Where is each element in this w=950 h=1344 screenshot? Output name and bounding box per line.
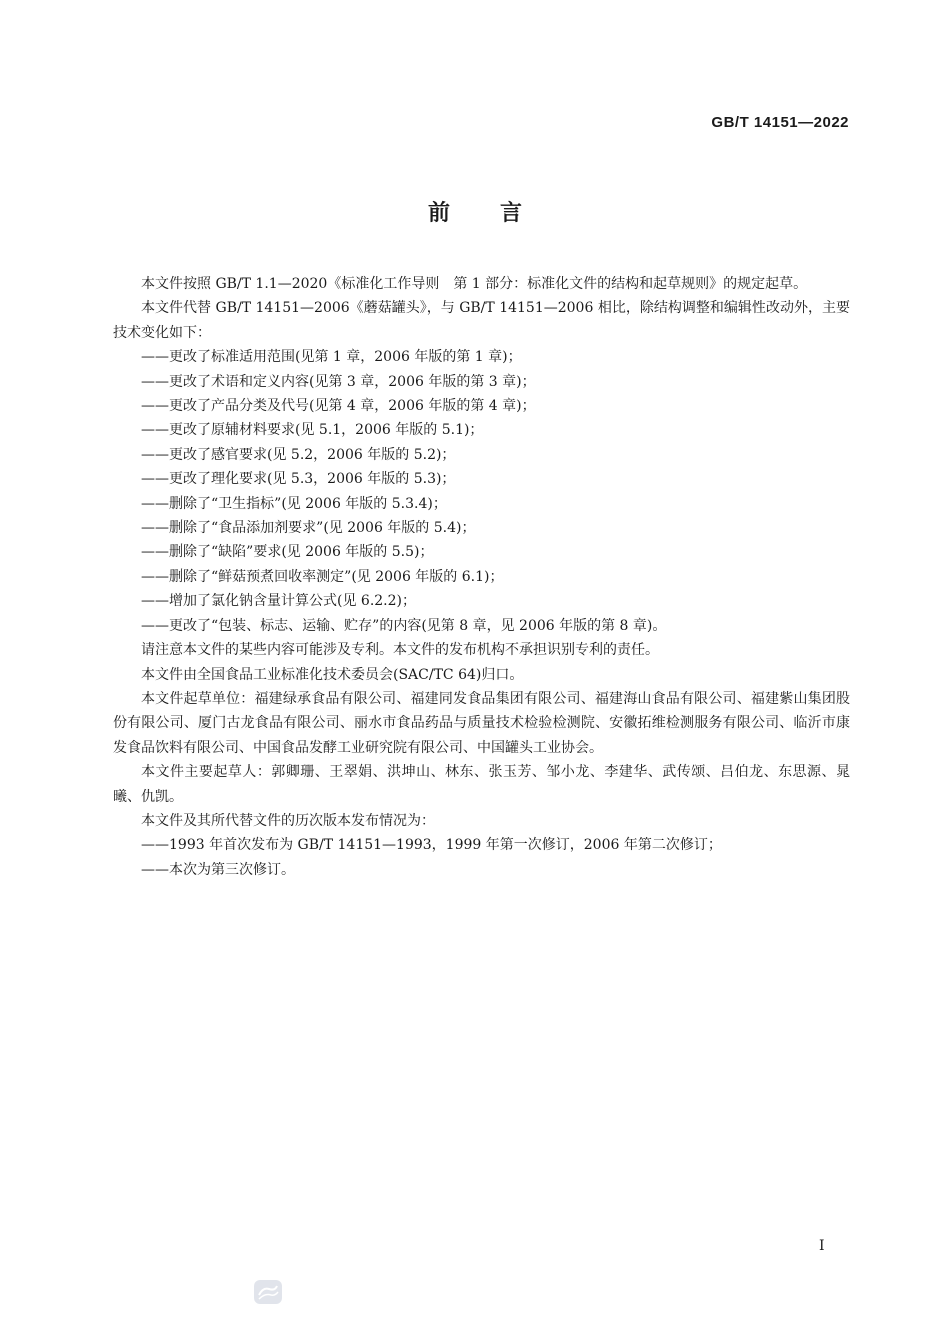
- list-item: ——删除了“鲜菇预煮回收率测定”(见 2006 年版的 6.1)；: [141, 568, 504, 585]
- list-item: ——增加了氯化钠含量计算公式(见 6.2.2)；: [141, 593, 416, 610]
- list-item: ——更改了理化要求(见 5.3，2006 年版的 5.3)；: [141, 471, 456, 488]
- list-item: ——更改了“包装、标志、运输、贮存”的内容(见第 8 章，见 2006 年版的第 8 章)。: [141, 617, 667, 634]
- sac-logo-icon: [253, 1279, 283, 1305]
- standard-code: GB/T 14151—2022: [711, 114, 849, 131]
- list-item: ——更改了术语和定义内容(见第 3 章，2006 年版的第 3 章)；: [141, 373, 536, 390]
- version-history-list: [113, 833, 850, 882]
- patent-notice: 请注意本文件的某些内容可能涉及专利。本文件的发布机构不承担识别专利的责任。: [141, 642, 659, 659]
- list-item: ——删除了“缺陷”要求(见 2006 年版的 5.5)；: [141, 544, 434, 561]
- list-item: ——更改了感官要求(见 5.2，2006 年版的 5.2)；: [141, 446, 456, 463]
- version-history-intro: 本文件及其所代替文件的历次版本发布情况为：: [141, 812, 435, 829]
- list-item: ——删除了“卫生指标”(见 2006 年版的 5.3.4)；: [141, 495, 447, 512]
- page-number: I: [819, 1238, 825, 1254]
- list-item: ——本次为第三次修订。: [141, 861, 295, 878]
- list-item: ——更改了标准适用范围(见第 1 章，2006 年版的第 1 章)；: [141, 349, 522, 366]
- list-item: ——更改了原辅材料要求(见 5.1，2006 年版的 5.1)；: [141, 422, 484, 439]
- intro-paragraph-drafting-rules: 本文件按照 GB/T 1.1—2020《标准化工作导则 第 1 部分：标准化文件的结构和起草规则》的规定起草。: [141, 276, 808, 292]
- intro-paragraph-replacement: 本文件代替 GB/T 14151—2006《蘑菇罐头》，与 GB/T 14151—2006 相比，除结构调整和编辑性改动外，主要技术变化如下：: [113, 300, 850, 341]
- list-item: ——删除了“食品添加剂要求”(见 2006 年版的 5.4)；: [141, 520, 476, 537]
- list-item: ——更改了产品分类及代号(见第 4 章，2006 年版的第 4 章)；: [141, 398, 536, 415]
- changes-list: [113, 345, 850, 638]
- drafting-organizations: 本文件起草单位：福建绿承食品有限公司、福建同发食品集团有限公司、福建海山食品有限公司、福建紫山集团股份有限公司、厦门古龙食品有限公司、丽水市食品药品与质量技术检验检测院、安徽拓维检测服务有限公司、临沂市康发食品饮料有限公司、中国食品发酵工业研究院有限公司、中国罐头工业协会。: [113, 690, 850, 756]
- main-drafters: 本文件主要起草人：郭卿珊、王翠娟、洪坤山、林东、张玉芳、邹小龙、李建华、武传颂、吕伯龙、东思源、晁曦、仇凯。: [113, 764, 850, 805]
- responsible-committee: 本文件由全国食品工业标准化技术委员会(SAC/TC 64)归口。: [141, 666, 524, 683]
- list-item: ——1993 年首次发布为 GB/T 14151—1993，1999 年第一次修订，2006 年第二次修订；: [141, 837, 722, 854]
- document-body: [113, 272, 850, 882]
- page-title: 前言: [427, 201, 572, 226]
